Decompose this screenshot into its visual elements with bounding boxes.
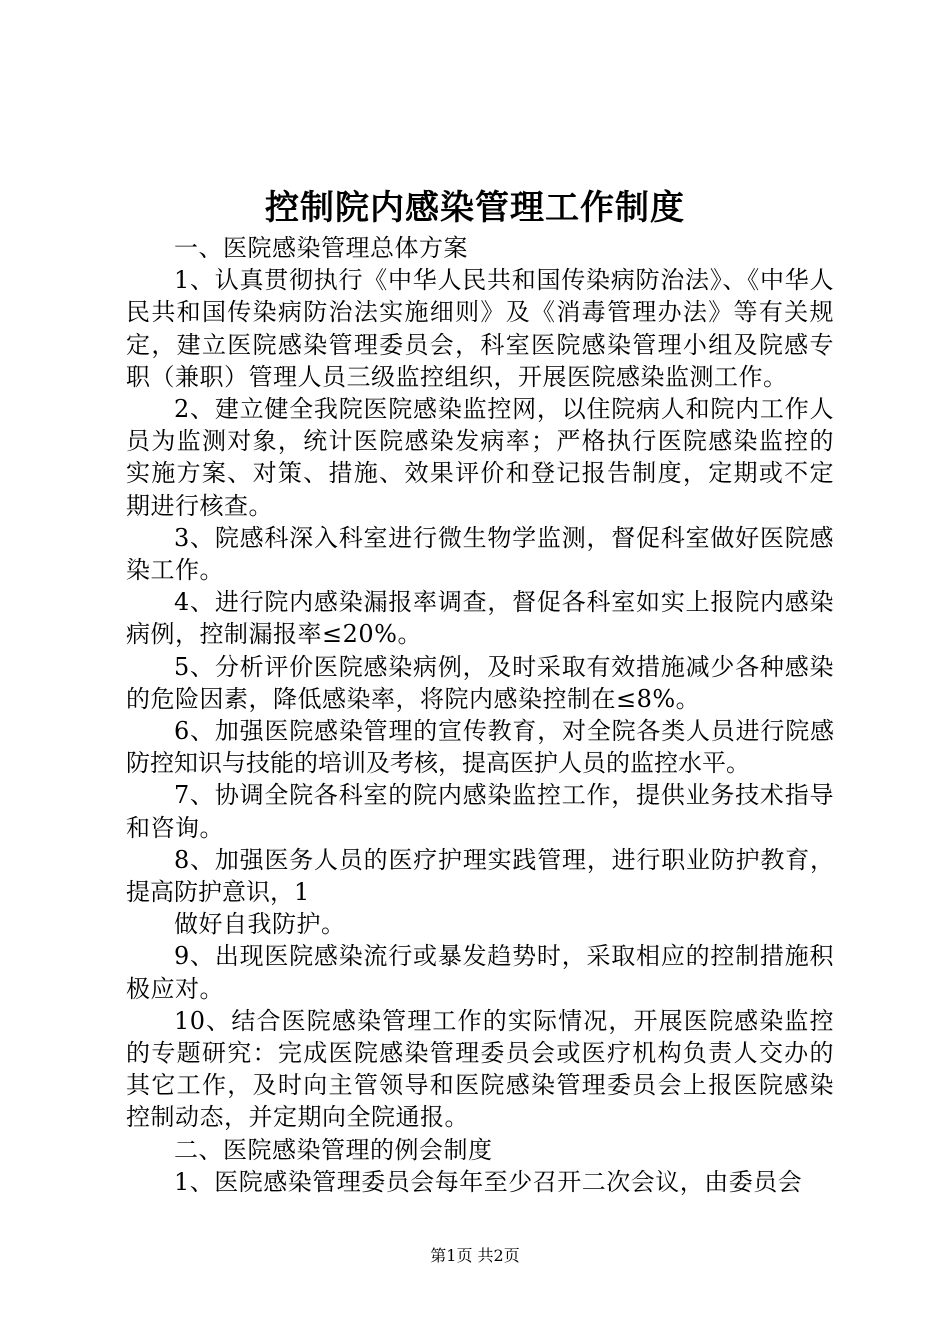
document-body [126, 232, 834, 1198]
paragraph: 1、认真贯彻执行《中华人民共和国传染病防治法》、《中华人民共和国传染病防治法实施细则》及《消毒管理办法》等有关规定，建立医院感染管理委员会，科室医院感染管理小组及院感专职（兼职）管理人员三级监控组织，开展医院感染监测工作。 [126, 266, 834, 391]
page-footer: 第1页 共2页 [430, 1246, 520, 1265]
paragraph: 2、建立健全我院医院感染监控网，以住院病人和院内工作人员为监测对象，统计医院感染发病率；严格执行医院感染监控的实施方案、对策、措施、效果评价和登记报告制度，定期或不定期进行核查。 [126, 395, 834, 520]
paragraph: 3、院感科深入科室进行微生物学监测，督促科室做好医院感染工作。 [126, 523, 834, 585]
paragraph: 1、医院感染管理委员会每年至少召开二次会议，由委员会 [174, 1167, 803, 1196]
document-title: 控制院内感染管理工作制度 [265, 188, 685, 228]
paragraph: 7、协调全院各科室的院内感染监控工作，提供业务技术指导和咨询。 [126, 781, 834, 842]
paragraph: 9、出现医院感染流行或暴发趋势时，采取相应的控制措施积极应对。 [126, 942, 834, 1003]
paragraph: 8、加强医务人员的医疗护理实践管理，进行职业防护教育，提高防护意识，1 [126, 845, 834, 907]
section-heading-1: 一、医院感染管理总体方案 [174, 234, 468, 262]
paragraph: 做好自我防护。 [174, 910, 346, 939]
paragraph: 4、进行院内感染漏报率调查，督促各科室如实上报院内感染病例，控制漏报率≤20%。 [126, 588, 834, 649]
paragraph: 5、分析评价医院感染病例，及时采取有效措施减少各种感染的危险因素，降低感染率，将院内感染控制在≤8%。 [126, 652, 834, 713]
paragraph: 10、结合医院感染管理工作的实际情况，开展医院感染监控的专题研究：完成医院感染管理委员会或医疗机构负责人交办的其它工作，及时向主管领导和医院感染管理委员会上报医院感染控制动态，并定期向全院通报。 [126, 1006, 834, 1132]
paragraph: 6、加强医院感染管理的宣传教育，对全院各类人员进行院感防控知识与技能的培训及考核，提高医护人员的监控水平。 [126, 717, 834, 778]
section-heading-2: 二、医院感染管理的例会制度 [174, 1135, 493, 1164]
